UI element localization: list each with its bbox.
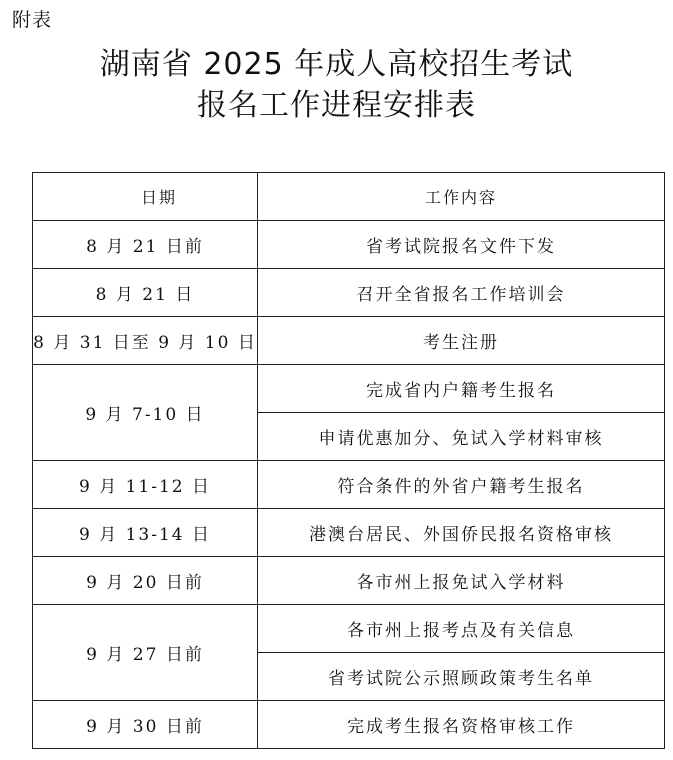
table-row xyxy=(33,365,665,413)
date-cell: 8 月 21 日前 xyxy=(33,221,258,269)
document-title-line-2: 报名工作进程安排表 xyxy=(197,88,476,123)
date-cell: 8 月 21 日 xyxy=(33,269,258,317)
date-cell: 8 月 31 日至 9 月 10 日 xyxy=(33,317,258,365)
table-row xyxy=(33,557,665,605)
task-cell: 港澳台居民、外国侨民报名资格审核 xyxy=(258,509,665,557)
table-row xyxy=(33,269,665,317)
table-header-row xyxy=(33,173,665,221)
date-cell: 9 月 27 日前 xyxy=(33,605,258,701)
header-date: 日期 xyxy=(33,173,258,221)
table-row xyxy=(33,317,665,365)
task-cell: 完成省内户籍考生报名 xyxy=(258,365,665,413)
task-cell: 考生注册 xyxy=(258,317,665,365)
appendix-label: 附表 xyxy=(12,9,53,31)
header-work-content: 工作内容 xyxy=(258,173,665,221)
task-cell: 召开全省报名工作培训会 xyxy=(258,269,665,317)
date-cell: 9 月 20 日前 xyxy=(33,557,258,605)
task-cell: 完成考生报名资格审核工作 xyxy=(258,701,665,749)
date-cell: 9 月 11-12 日 xyxy=(33,461,258,509)
table-row xyxy=(33,605,665,653)
task-cell: 各市州上报免试入学材料 xyxy=(258,557,665,605)
task-cell: 各市州上报考点及有关信息 xyxy=(258,605,665,653)
date-cell: 9 月 30 日前 xyxy=(33,701,258,749)
task-cell: 省考试院公示照顾政策考生名单 xyxy=(258,653,665,701)
date-cell: 9 月 7-10 日 xyxy=(33,365,258,461)
table-row xyxy=(33,221,665,269)
task-cell: 申请优惠加分、免试入学材料审核 xyxy=(258,413,665,461)
document-title-line-1: 湖南省 2025 年成人高校招生考试 xyxy=(99,47,574,82)
task-cell: 符合条件的外省户籍考生报名 xyxy=(258,461,665,509)
table-row xyxy=(33,461,665,509)
table-row xyxy=(33,701,665,749)
date-cell: 9 月 13-14 日 xyxy=(33,509,258,557)
table-row xyxy=(33,509,665,557)
schedule-table xyxy=(32,172,665,749)
task-cell: 省考试院报名文件下发 xyxy=(258,221,665,269)
